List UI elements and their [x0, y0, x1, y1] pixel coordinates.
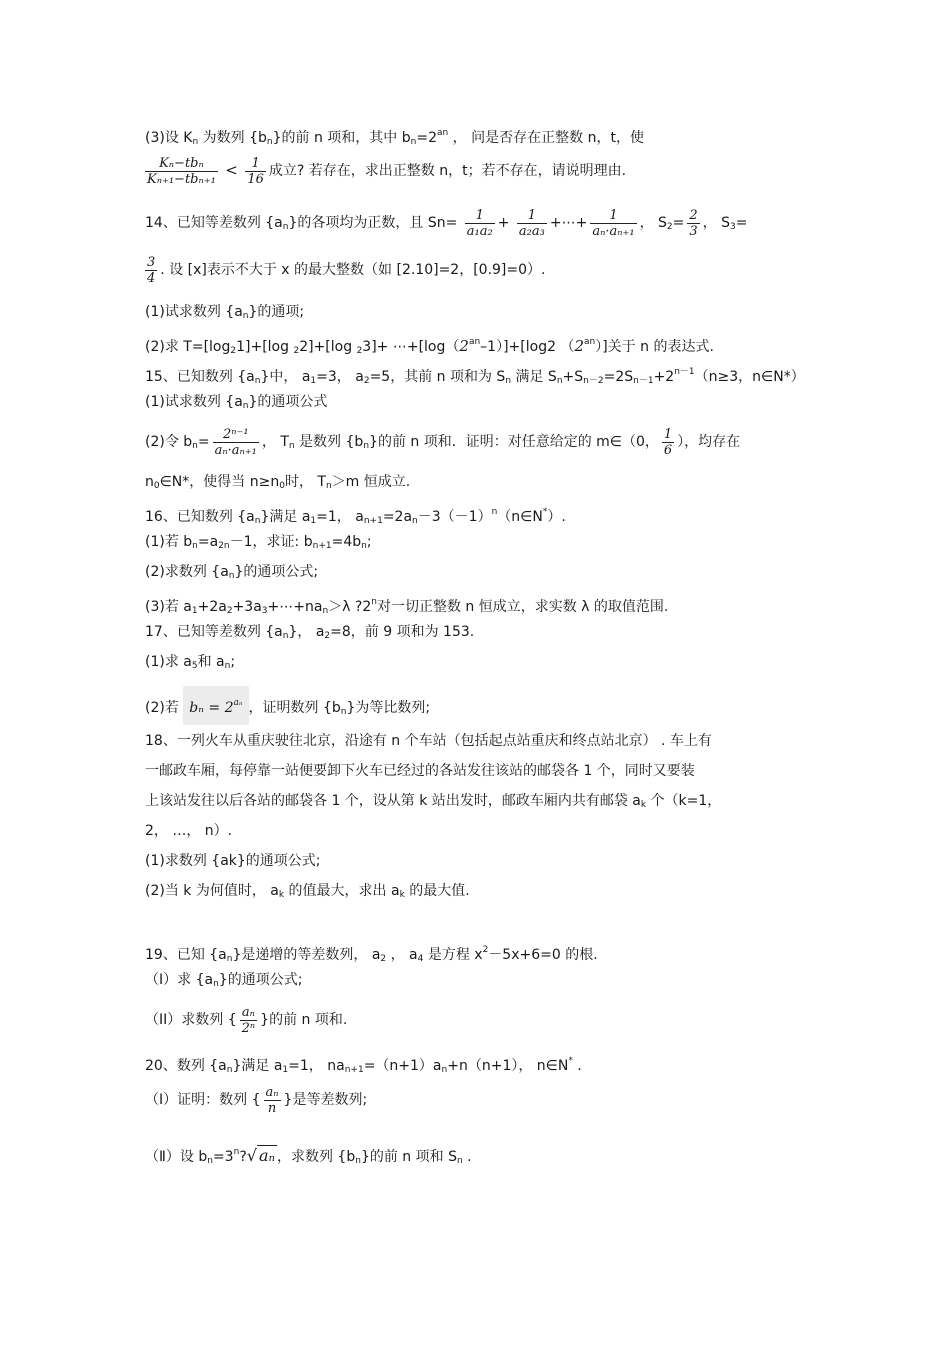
q18-line3: 上该站发往以后各站的邮袋各 1 个，设从第 k 站出发时，邮政车厢内共有邮袋 $a_k$ 个（k=1，: [145, 793, 722, 810]
q18-part2: (2)当 k 为何值时， $a_k$ 的值最大，求出 $a_k$ 的最大值.: [145, 883, 470, 900]
q14-two-thirds: $\frac{2}{3}$: [689, 207, 698, 239]
q18-part1: (1)求数列 {ak}的通项公式;: [145, 853, 321, 869]
q15-part2-cont: $n_0\in N*$，使得当 $n\ge n_0$时， $T_n>m$ 恒成立.: [145, 474, 411, 491]
q13-fraction-1-16: $\frac{1}{16}$: [247, 155, 264, 187]
q16-part1: (1)若 $b_n=a_{2n}-1$，求证: $b_{n+1}=4b_n$;: [145, 534, 372, 551]
q14-heading: 14、已知等差数列 $\{a_n\}$的各项均为正数，且 Sn= $\frac{1}{\text{a₁a₂}}$ + $\frac{1}{\text{a₂a₃}}$ +⋯+ $\frac{1}{\text{aₙ·aₙ₊₁}}$ ， $S_2=$ $\frac{2}{3}$ ， $S_3=$: [145, 207, 748, 239]
q13-fraction-k: $\frac{\text{Kₙ−tbₙ}}{\text{Kₙ₊₁−tbₙ₊₁}}$: [147, 155, 216, 187]
q17-part2: (2)若 $b_n = 2^{a_n}$ ，证明数列 $\{b_n\}$为等比数列;: [145, 686, 840, 727]
q19-fraction: $\frac{\text{aₙ}}{\text{2ⁿ}}$: [241, 1004, 256, 1036]
q13-part3-line1: (3)设 $K_n$ 为数列 $\{b_n\}$的前 n 项和，其中 $b_n=2^{an}$ ， 问是否存在正整数 n，t，使: [145, 128, 644, 147]
q19-part2: （II）求数列 { $\frac{\text{aₙ}}{\text{2ⁿ}}$ }的前 n 项和.: [145, 1004, 348, 1036]
q20-part2: （Ⅱ）设 $b_n=3^n?√$ aₙ ，求数列 $\{b_n\}$的前 n 项和 $S_n$ .: [145, 1135, 840, 1178]
q20-sqrt: √ aₙ: [246, 1146, 275, 1165]
q14-three-quarters: $\frac{3}{4}$: [147, 254, 156, 286]
q16-part3: (3)若 $a_1+2a_2+3a_3+\cdots+na_n>\lambda$ ?2$^n$对一切正整数 n 恒成立，求实数 λ 的取值范围.: [145, 597, 669, 616]
q15-part2: (2)令 $b_n=$ $\frac{\text{2ⁿ⁻¹}}{\text{aₙ·aₙ₊₁}}$ ， $T_n$ 是数列 $\{b_n\}$的前 n 项和．证明：对任意给定的 m∈（0， $\frac{1}{6}$ ），均存在: [145, 426, 741, 458]
q14-term1: $\frac{1}{\text{a₁a₂}}$: [466, 207, 493, 239]
q14-part2: (2)求 $T=[\log_21]+[\log$ $_2$2]+[log $_23]+ \cdots+[\log(2^{an}-1)]+[\log 2$ $(2^{an})$]关于 n 的表达式.: [145, 337, 714, 356]
q17-part1: (1)求 $a_5$和 $a_n$;: [145, 654, 236, 671]
q19-part1: （I）求 $\{a_n\}$的通项公式;: [145, 972, 303, 989]
q20-part1: （Ⅰ）证明：数列 { $\frac{\text{aₙ}}{n}$ }是等差数列;: [145, 1084, 368, 1116]
q14-line2: $\frac{3}{4}$ . 设 [x]表示不大于 x 的最大整数（如 [2.10]=2，[0.9]=0）.: [147, 254, 546, 286]
q17-formula-box: $b_n = 2^{a_n}$: [183, 686, 248, 725]
q18-line4: 2， …， n）.: [145, 823, 233, 839]
q14-part1: (1)试求数列 $\{a_n\}$的通项;: [145, 304, 305, 321]
q16-heading: 16、已知数列 $\{a_n\}$满足 $a_1=1$， $a_{n+1}=2a_n-3(-1)^n(n\in N^*)$.: [145, 507, 566, 526]
q20-fraction: $\frac{\text{aₙ}}{n}$: [265, 1084, 279, 1116]
q15-heading: 15、已知数列 $\{a_n\}$中， $a_1=3$， $a_2=5$，其前 n 项和为 $S_n$ 满足 $S_n+S_{n-2}=2S_{n-1}+2^{n-1}(n\ge 3$，n∈N*）: [145, 367, 805, 386]
q19-heading: 19、已知 $\{a_n\}$是递增的等差数列， $a_2$ ， $a_4$ 是方程 $x^2-5x+6=0$ 的根.: [145, 945, 598, 964]
q13-part3-line2: $\frac{\text{Kₙ−tbₙ}}{\text{Kₙ₊₁−tbₙ₊₁}}$ < $\frac{1}{16}$ 成立? 若存在，求出正整数 n，t；若不存在，请说明理由.: [147, 155, 627, 187]
q16-part2: (2)求数列 $\{a_n\}$的通项公式;: [145, 564, 319, 581]
q20-heading: 20、数列 $\{a_n\}$满足 $a_1=1$， $na_{n+1}=(n+1)a_n+n(n+1)$， n∈N* .: [145, 1056, 582, 1075]
q15-fraction-bn: $\frac{\text{2ⁿ⁻¹}}{\text{aₙ·aₙ₊₁}}$: [214, 426, 257, 458]
q18-line1: 18、一列火车从重庆驶往北京，沿途有 n 个车站（包括起点站重庆和终点站北京） . 车上有: [145, 733, 712, 749]
q15-fraction-1-6: $\frac{1}{6}$: [663, 426, 673, 458]
q15-part1: (1)试求数列 $\{a_n\}$的通项公式: [145, 394, 328, 411]
q14-term2: $\frac{1}{\text{a₂a₃}}$: [518, 207, 545, 239]
q18-line2: 一邮政车厢，每停靠一站便要卸下火车已经过的各站发往该站的邮袋各 1 个，同时又要装: [145, 763, 695, 779]
q17-heading: 17、已知等差数列 $\{a_n\}$， $a_2=8$，前 9 项和为 153.: [145, 624, 475, 641]
q14-term3: $\frac{1}{\text{aₙ·aₙ₊₁}}$: [592, 207, 635, 239]
